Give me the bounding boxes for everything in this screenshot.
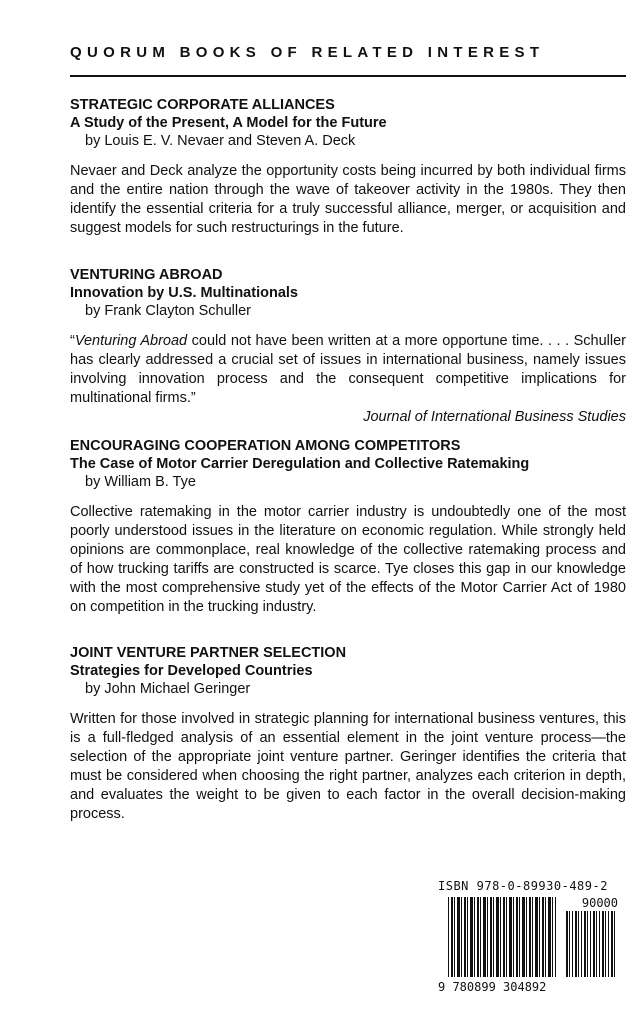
barcode-price-code: 90000: [581, 896, 618, 910]
book-author: by John Michael Geringer: [85, 681, 251, 697]
book-subtitle: A Study of the Present, A Model for the Future: [70, 115, 387, 131]
quote-text: could not have been written at a more opportune time. . . . Schuller has clearly addressed a crucial set of issues in international business, namely issues involving innovation process and the consequent competitive implications for multinational firms.”: [70, 333, 626, 406]
book-subtitle: Strategies for Developed Countries: [70, 663, 313, 679]
isbn-label: ISBN 978-0-89930-489-2: [438, 879, 608, 893]
book-entry-joint-venture-partner-selection: [70, 644, 626, 824]
book-author: by Louis E. V. Nevaer and Steven A. Deck: [85, 133, 356, 149]
quote-italic-title: Venturing Abroad: [74, 333, 188, 349]
book-title: ENCOURAGING COOPERATION AMONG COMPETITORS: [70, 438, 461, 454]
book-title: STRATEGIC CORPORATE ALLIANCES: [70, 97, 335, 113]
quote-source: Journal of International Business Studies: [363, 409, 626, 425]
header-divider: [70, 75, 626, 77]
book-review-quote: [70, 332, 626, 408]
page-header: QUORUM BOOKS OF RELATED INTEREST: [70, 44, 545, 61]
book-entry-encouraging-cooperation: [70, 437, 626, 617]
book-entry-strategic-corporate-alliances: [70, 96, 626, 238]
barcode-bars: [448, 897, 556, 977]
book-subtitle: The Case of Motor Carrier Deregulation and Collective Ratemaking: [70, 456, 530, 472]
book-description: Written for those involved in strategic planning for international business ventures, this is a full-fledged analysis of an essential element in the joint venture process—the selection of the appropriate joint venture partner. Geringer identifies the criteria that must be considered when choosing the right partner, analyzes each criterion in depth, and evaluates the weight to be given to each factor in the overall decision-making process.: [70, 711, 626, 822]
book-author: by William B. Tye: [85, 474, 196, 490]
isbn-barcode: [438, 879, 620, 1001]
barcode-addon-bars: [566, 911, 616, 977]
book-description: Collective ratemaking in the motor carrier industry is undoubtedly one of the most poorly understood issues in the literature on economic regulation. While strongly held opinions are commonplace, real knowledge of the collective ratemaking process and of how trucking tariffs are constructed is scarce. Tye closes this gap in our knowledge with the most comprehensive study yet of the effects of the Motor Carrier Act of 1980 on competition in the trucking industry.: [70, 504, 626, 615]
book-description: Nevaer and Deck analyze the opportunity costs being incurred by both individual firms and the entire nation through the wave of takeover activity in the 1980s. They then identify the essential criteria for a truly successful alliance, merger, or acquisition and suggest models for such restructurings in the future.: [70, 163, 626, 236]
book-title: JOINT VENTURE PARTNER SELECTION: [70, 645, 347, 661]
book-subtitle: Innovation by U.S. Multinationals: [70, 285, 298, 301]
quote-open-mark: “: [70, 333, 75, 349]
book-author: by Frank Clayton Schuller: [85, 303, 252, 319]
book-title: VENTURING ABROAD: [70, 267, 223, 283]
barcode-digits: 9 780899 304892: [438, 980, 547, 994]
book-entry-venturing-abroad: [70, 266, 626, 427]
